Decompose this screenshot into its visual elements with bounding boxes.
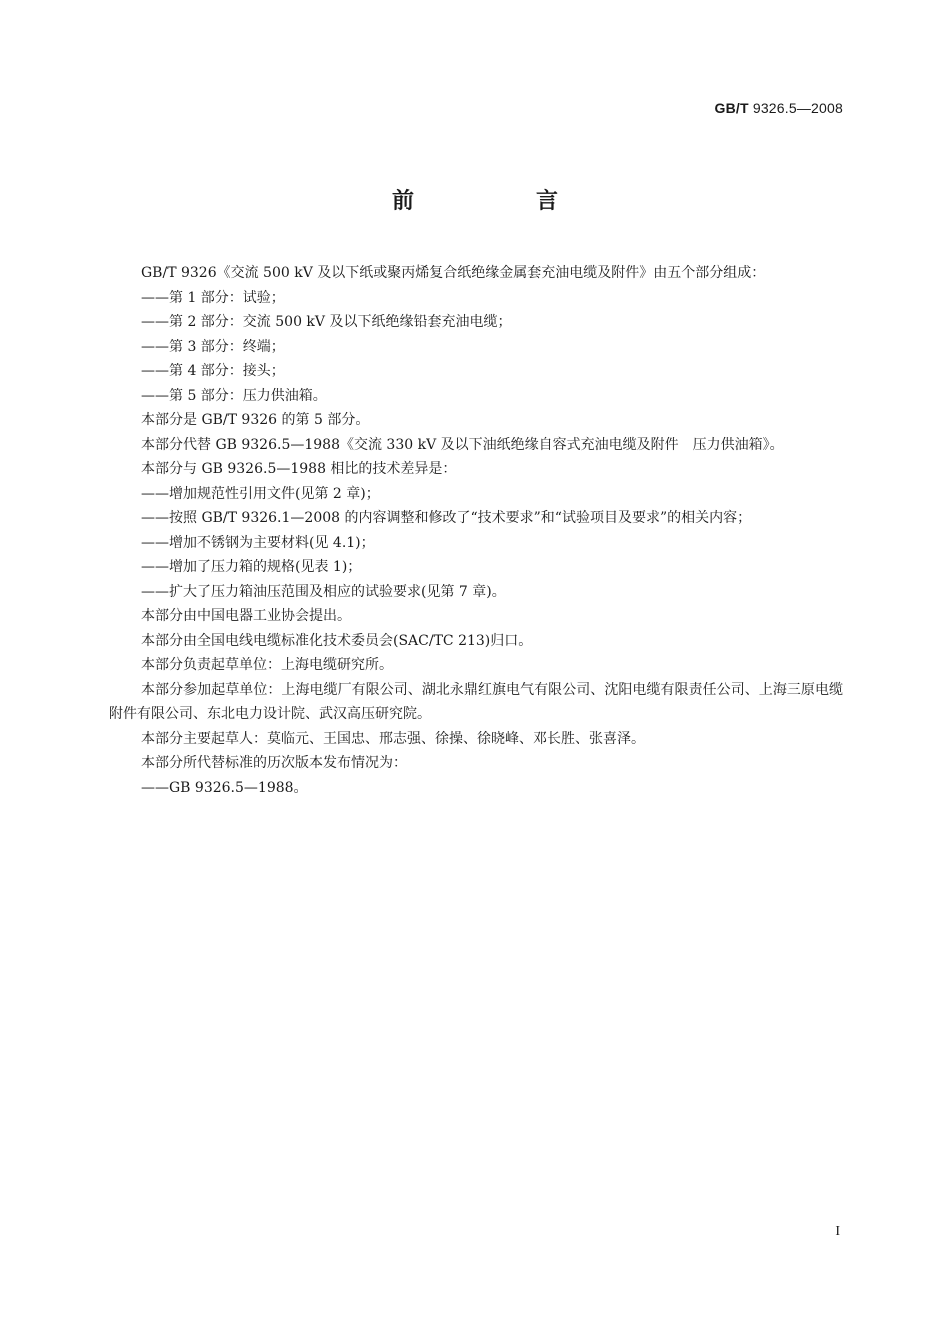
list-item-difference: ——增加不锈钢为主要材料(见 4.1)； (141, 534, 375, 551)
list-item-part-3: ——第 3 部分：终端； (141, 338, 285, 355)
document-code-number: 9326.5—2008 (752, 100, 843, 116)
paragraph-part-statement: 本部分是 GB/T 9326 的第 5 部分。 (141, 412, 370, 428)
document-code-prefix: GB/T (714, 100, 749, 116)
paragraph-drafting-unit: 本部分负责起草单位：上海电缆研究所。 (141, 657, 393, 673)
list-item-history: ——GB 9326.5—1988。 (141, 779, 308, 796)
paragraph-differences-intro: 本部分与 GB 9326.5—1988 相比的技术差异是： (141, 461, 457, 477)
list-item-part-4: ——第 4 部分：接头； (141, 363, 285, 379)
paragraph-participating-units: 本部分参加起草单位：上海电缆厂有限公司、湖北永鼎红旗电气有限公司、沈阳电缆有限责任公司、上海三原电缆附件有限公司、东北电力设计院、武汉高压研究院。 (109, 681, 843, 722)
page-number: I (835, 1224, 840, 1239)
paragraph-proposed-by: 本部分由中国电器工业协会提出。 (141, 608, 351, 624)
paragraph-intro: GB/T 9326《交流 500 kV 及以下纸或聚丙烯复合纸绝缘金属套充油电缆及附件》由五个部分组成： (141, 265, 766, 281)
paragraph-centralized-by: 本部分由全国电线电缆标准化技术委员会(SAC/TC 213)归口。 (141, 632, 533, 649)
document-code (714, 100, 843, 116)
list-item-difference: ——增加规范性引用文件(见第 2 章)； (141, 485, 380, 502)
list-item-difference: ——扩大了压力箱油压范围及相应的试验要求(见第 7 章)。 (141, 583, 506, 600)
paragraph-replaces: 本部分代替 GB 9326.5—1988《交流 330 kV 及以下油纸绝缘自容式充油电缆及附件 压力供油箱》。 (141, 436, 784, 453)
page-title: 前 言 (391, 189, 608, 214)
list-item-part-1: ——第 1 部分：试验； (141, 289, 285, 306)
foreword-body (109, 261, 843, 800)
list-item-part-5: ——第 5 部分：压力供油箱。 (141, 387, 327, 404)
paragraph-history-intro: 本部分所代替标准的历次版本发布情况为： (141, 755, 407, 771)
list-item-difference: ——按照 GB/T 9326.1—2008 的内容调整和修改了“技术要求”和“试验项目及要求”的相关内容； (141, 510, 752, 526)
paragraph-drafters: 本部分主要起草人：莫临元、王国忠、邢志强、徐操、徐晓峰、邓长胜、张喜泽。 (141, 730, 645, 747)
list-item-part-2: ——第 2 部分：交流 500 kV 及以下纸绝缘铅套充油电缆； (141, 314, 512, 330)
list-item-difference: ——增加了压力箱的规格(见表 1)； (141, 559, 362, 575)
